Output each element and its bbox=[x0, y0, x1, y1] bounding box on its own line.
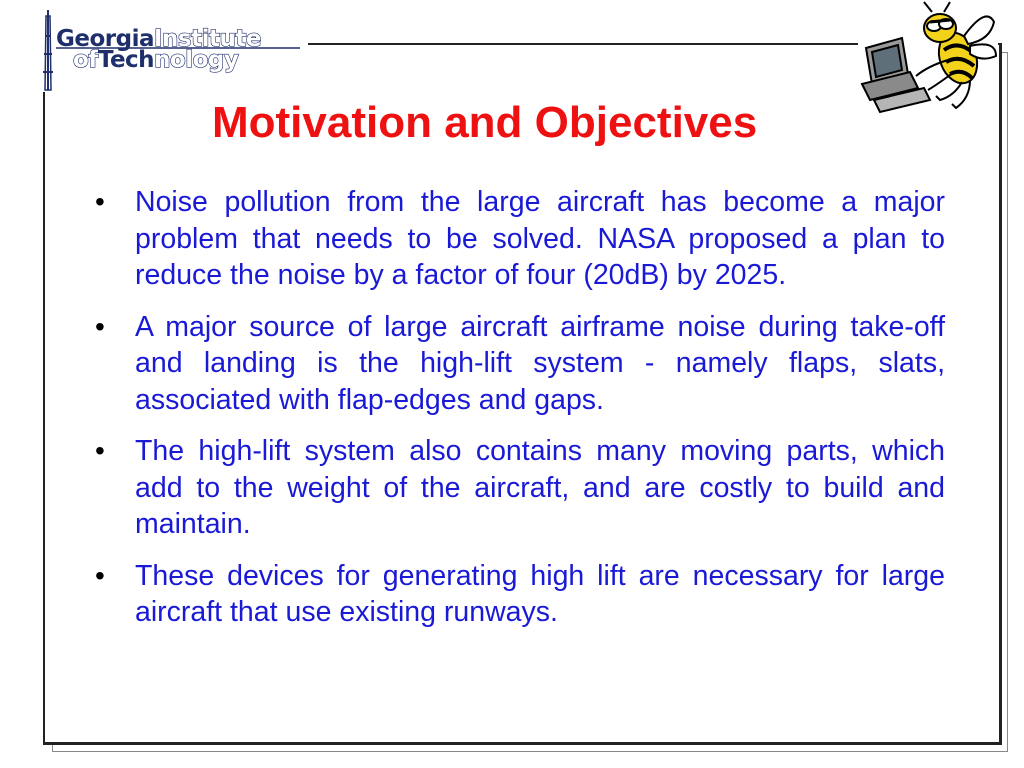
bullet-dot-icon: • bbox=[95, 435, 105, 466]
bullet-list bbox=[95, 184, 945, 646]
bullet-text: The high-lift system also contains many moving parts, which add to the weight of the aircraft, and are costly to build and maintain. bbox=[135, 435, 945, 540]
bullet-text: Noise pollution from the large aircraft has become a major problem that needs to be solved. NASA proposed a plan to reduce the noise by a factor of four (20dB) by 2025. bbox=[135, 186, 945, 291]
bullet-item bbox=[95, 558, 945, 631]
georgia-tech-logo bbox=[38, 6, 308, 92]
logo-nology: nology bbox=[154, 47, 239, 73]
bullet-item bbox=[95, 309, 945, 419]
logo-tech: Tech bbox=[97, 47, 155, 73]
logo-wordmark bbox=[56, 28, 261, 72]
logo-georgia: Georgia bbox=[56, 26, 154, 52]
bullet-dot-icon: • bbox=[95, 559, 105, 591]
bullet-item bbox=[95, 184, 945, 294]
yellow-jacket-computer-mascot-icon bbox=[858, 0, 998, 118]
bullet-dot-icon: • bbox=[95, 310, 105, 342]
slide-title: Motivation and Objectives bbox=[212, 98, 758, 147]
bullet-text: These devices for generating high lift are necessary for large aircraft that use existing runways. bbox=[135, 559, 945, 628]
bullet-item bbox=[95, 433, 945, 543]
logo-of: of bbox=[73, 47, 98, 73]
logo-institute: Institute bbox=[154, 26, 261, 52]
bullet-text: A major source of large aircraft airframe noise during take-off and landing is the high-lift system - namely flaps, slats, associated with flap-edges and gaps. bbox=[135, 310, 945, 416]
bullet-dot-icon: • bbox=[95, 186, 105, 217]
